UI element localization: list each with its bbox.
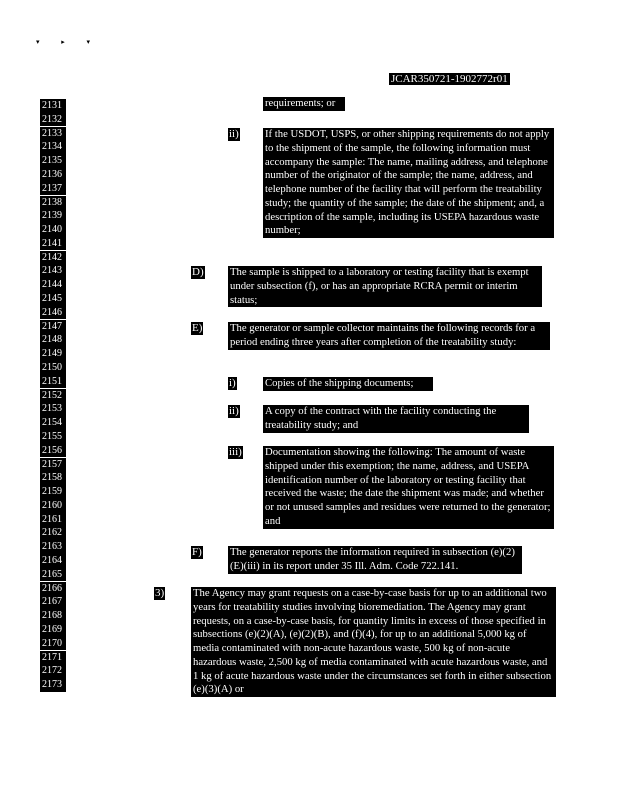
line-number: 2156 [40,444,66,458]
line-number: 2161 [40,513,66,527]
line-number: 2146 [40,306,66,320]
line-number: 2135 [40,154,66,168]
document-id: JCAR350721-1902772r01 [391,73,508,85]
line-number: 2147 [40,320,66,334]
line-number: 2172 [40,664,66,678]
line-number: 2154 [40,416,66,430]
item-F-text: The generator reports the information required in subsection (e)(2)(E)(iii) in its report under 35 Ill. Adm. Code 722.141. [228,546,522,574]
line-number: 2148 [40,333,66,347]
line-number: 2133 [40,127,66,141]
line-number: 2171 [40,651,66,665]
item-E-label: E) [192,322,203,334]
line-number: 2170 [40,637,66,651]
item-E-ii-label: ii) [229,405,239,417]
line-number: 2134 [40,140,66,154]
page-marks: ▾ ▸ ▾ [36,38,101,46]
item-D-label: D) [192,266,204,278]
line-number: 2159 [40,485,66,499]
line-number: 2137 [40,182,66,196]
line-number: 2150 [40,361,66,375]
requirements-text: requirements; or [263,97,345,111]
item-F-label: F) [192,546,202,558]
line-number: 2166 [40,582,66,596]
line-number: 2151 [40,375,66,389]
line-number: 2168 [40,609,66,623]
line-number: 2143 [40,264,66,278]
line-number: 2163 [40,540,66,554]
line-number: 2157 [40,458,66,472]
item-E-ii-text: A copy of the contract with the facility conducting the treatability study; and [263,405,529,433]
line-number: 2152 [40,389,66,403]
item-E-text: The generator or sample collector maintains the following records for a period ending three years after completion of the treatability study: [228,322,550,350]
line-number: 2132 [40,113,66,127]
item-ii-text: If the USDOT, USPS, or other shipping requirements do not apply to the shipment of the sample, the following information must accompany the sample: The name, mailing address, and telephone number of the originator of the sample; the name, address, and telephone number of the facility that will perform the treatability study; the quantity of the sample; the date of the shipment; and, a description of the sample, including its USEPA hazardous waste number; [263,128,554,238]
item-ii-label: ii) [229,128,239,140]
line-number: 2160 [40,499,66,513]
line-number: 2131 [40,99,66,113]
line-number: 2167 [40,595,66,609]
line-number: 2173 [40,678,66,692]
item-3-label: 3) [155,587,165,599]
line-number: 2144 [40,278,66,292]
line-number: 2169 [40,623,66,637]
line-number: 2145 [40,292,66,306]
item-3-text: The Agency may grant requests on a case-by-case basis for up to an additional two years for treatability studies involving bioremediation. The Agency may grant requests, on a case-by-case basis, for quantity limits in excess of those specified in subsections (e)(2)(A), (e)(2)(B), and (f)(4), for up to an additional 5,000 kg of media contaminated with non-acute hazardous waste, 500 kg of non-acute hazardous waste, 2,500 kg of media contaminated with acute hazardous waste, and 1 kg of acute hazardous waste under the circumstances set forth in either subsection (e)(3)(A) or [191,587,556,697]
line-number: 2153 [40,402,66,416]
line-number: 2162 [40,526,66,540]
line-number: 2142 [40,251,66,265]
line-number: 2141 [40,237,66,251]
line-number: 2139 [40,209,66,223]
line-number: 2138 [40,196,66,210]
item-E-iii-label: iii) [229,446,242,458]
item-E-iii-text: Documentation showing the following: The amount of waste shipped under this exemption; the name, address, and USEPA identification number of the laboratory or testing facility that received the waste; the date the shipment was made; and whether or not unused samples and residues were returned to the generator; and [263,446,554,529]
line-number: 2136 [40,168,66,182]
line-number: 2155 [40,430,66,444]
line-number: 2158 [40,471,66,485]
line-number: 2149 [40,347,66,361]
item-D-text: The sample is shipped to a laboratory or testing facility that is exempt under subsection (f), or has an appropriate RCRA permit or interim status; [228,266,542,307]
item-E-i-text: Copies of the shipping documents; [263,377,433,391]
line-number: 2164 [40,554,66,568]
line-number: 2140 [40,223,66,237]
line-number: 2165 [40,568,66,582]
item-E-i-label: i) [229,377,236,389]
